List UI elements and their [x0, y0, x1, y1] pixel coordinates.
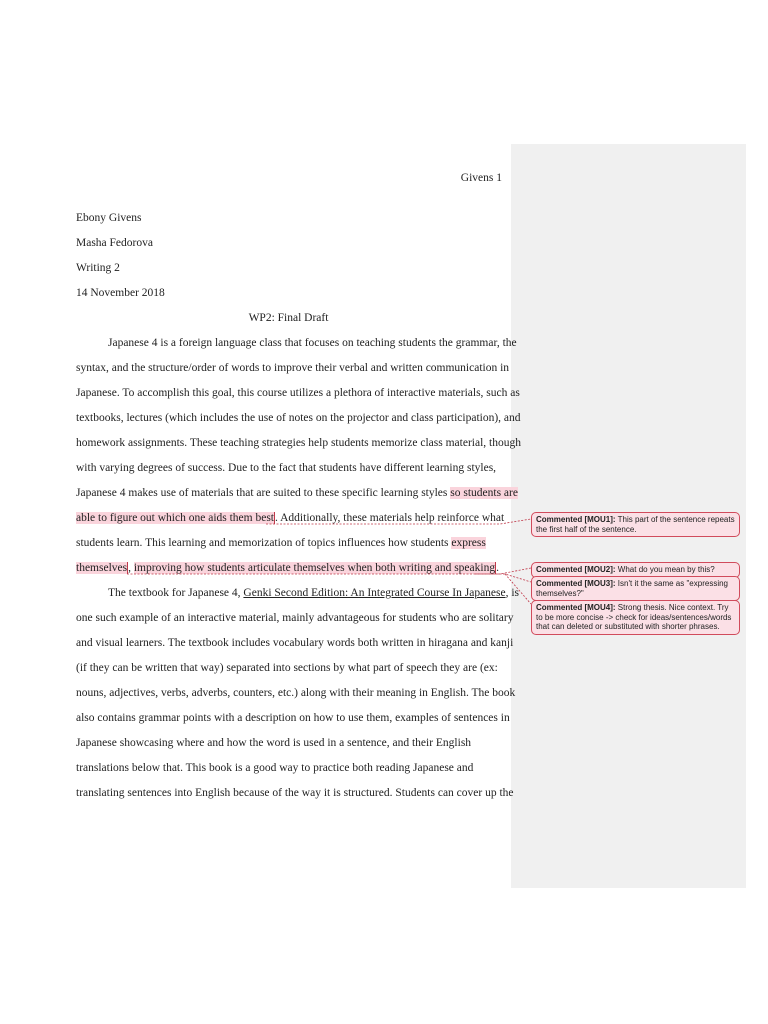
connector-3 [475, 574, 531, 582]
body-line: syntax, and the structure/order of words to improve their verbal and written communication in [76, 362, 510, 374]
body-line: with varying degrees of success. Due to the fact that students have different learning styles, [76, 462, 497, 474]
running-head: Givens 1 [460, 172, 502, 184]
comment-text: This part of the sentence repeats the first half of the sentence. [536, 515, 735, 534]
body-text: . Additionally, these materials help reinforce what [275, 512, 505, 524]
connector-1 [266, 519, 531, 524]
instructor-name: Masha Fedorova [76, 237, 153, 249]
comment-text: Strong thesis. Nice context. Try to be more concise -> check for ideas/sentences/words that can deleted or substituted with shorter phrases. [536, 603, 732, 631]
comment-text: What do you mean by this? [617, 565, 715, 574]
body-line: translations below that. This book is a good way to practice both reading Japanese and [76, 762, 474, 774]
body-line: Japanese. To accomplish this goal, this course utilizes a plethora of interactive materials, such as [76, 387, 520, 399]
comment-anchor-1-cont[interactable]: able to figure out which one aids them best [76, 512, 275, 524]
body-text: , [128, 562, 134, 574]
comment-anchor-1[interactable]: so students are [450, 487, 518, 499]
body-line: nouns, adjectives, verbs, adverbs, counters, etc.) along with their meaning in English. The book [76, 687, 516, 699]
document-title: WP2: Final Draft [248, 312, 329, 324]
comment-author-tag: Commented [MOU1]: [536, 515, 616, 524]
author-name: Ebony Givens [76, 212, 142, 224]
comment-author-tag: Commented [MOU4]: [536, 603, 616, 612]
body-line: translating sentences into English because of the way it is structured. Students can cover up the [76, 787, 514, 799]
body-text: students learn. This learning and memorization of topics influences how students [76, 537, 452, 549]
comment-text: Isn't it the same as "expressing themselves?" [536, 579, 728, 598]
body-line: one such example of an interactive material, mainly advantageous for students who are solitary [76, 612, 514, 624]
comment-anchor-2[interactable]: express [451, 537, 486, 549]
comment-balloon-3[interactable] [531, 576, 740, 601]
body-line: Japanese 4 is a foreign language class that focuses on teaching students the grammar, the [108, 337, 517, 349]
body-line: Japanese showcasing where and how the word is used in a sentence, and their English [76, 737, 472, 749]
comment-author-tag: Commented [MOU3]: [536, 579, 616, 588]
comment-anchor-2-cont[interactable]: themselves [76, 562, 128, 574]
comment-author-tag: Commented [MOU2]: [536, 565, 616, 574]
connector-4 [505, 574, 531, 604]
connector-2 [127, 568, 531, 574]
comment-anchor-3[interactable]: improving how students articulate themselves when both writing and speaking [133, 562, 496, 574]
body-line: also contains grammar points with a description on how to use them, examples of sentences in [76, 712, 510, 724]
document-date: 14 November 2018 [76, 287, 165, 299]
body-text: The textbook for Japanese 4, [108, 587, 244, 599]
course-name: Writing 2 [76, 262, 120, 274]
body-text: Japanese 4 makes use of materials that are suited to these specific learning styles [76, 487, 451, 499]
body-text: , is [505, 587, 520, 599]
body-line: textbooks, lectures (which includes the use of notes on the projector and class participation), and [76, 412, 521, 424]
comment-balloon-4[interactable] [531, 600, 740, 635]
comment-balloon-1[interactable] [531, 512, 740, 537]
body-line: homework assignments. These teaching strategies help students memorize class material, though [76, 437, 521, 449]
body-line: (if they can be written that way) separated into sections by what part of speech they are (ex: [76, 662, 498, 674]
book-title-underlined: Genki Second Edition: An Integrated Course In Japanese [243, 587, 506, 599]
body-line: and visual learners. The textbook includes vocabulary words both written in hiragana and kanji [76, 637, 514, 649]
body-text: . [496, 562, 499, 574]
